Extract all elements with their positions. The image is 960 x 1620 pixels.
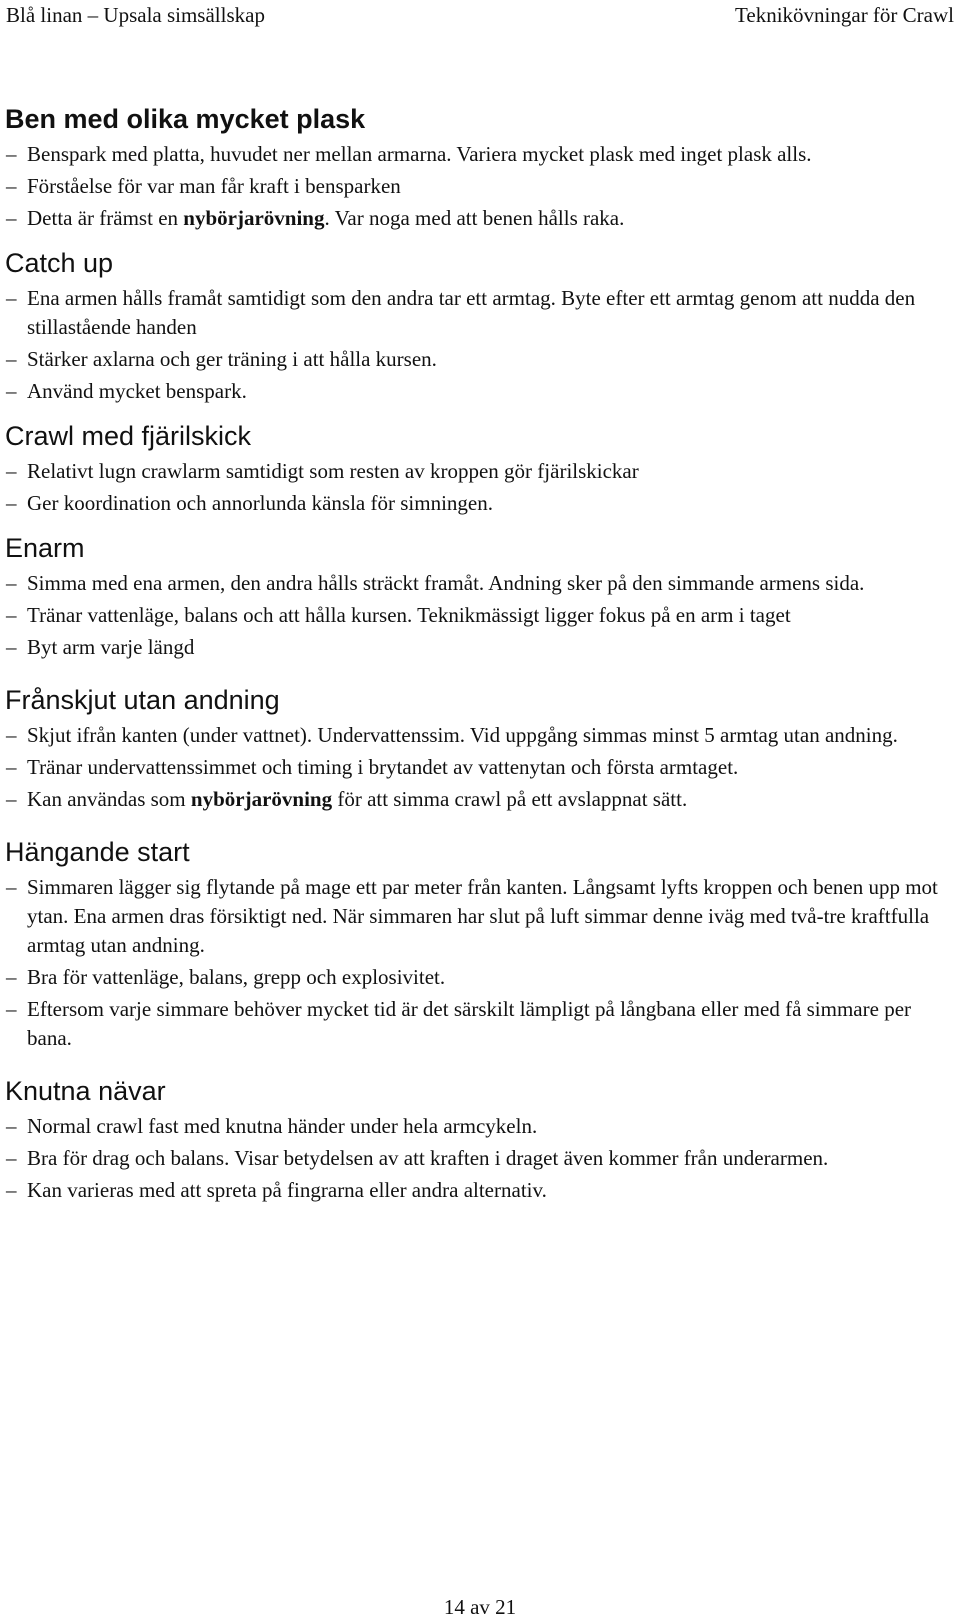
section-heading: Frånskjut utan andning	[5, 685, 280, 715]
bullet-list	[5, 721, 940, 814]
list-item	[5, 873, 940, 960]
list-item	[5, 204, 940, 233]
section-ben-med-olika-mycket-plask	[5, 104, 940, 233]
section-heading: Crawl med fjärilskick	[5, 421, 252, 451]
list-item	[5, 345, 940, 374]
list-item	[5, 601, 940, 630]
list-item	[5, 1112, 940, 1141]
item-text: Relativt lugn crawlarm samtidigt som resten av kroppen gör fjärilskickar	[27, 459, 639, 483]
running-header	[6, 2, 954, 28]
item-text: Stärker axlarna och ger träning i att hålla kursen.	[27, 347, 437, 371]
item-text: Använd mycket benspark.	[27, 379, 247, 403]
item-text: Simmaren lägger sig flytande på mage ett par meter från kanten. Långsamt lyfts kroppen och benen upp mot ytan. Ena armen dras försiktigt ned. När simmaren har slut på luft simmar denne iväg med två-tre kraftfulla armtag utan andning.	[27, 875, 938, 957]
item-text: Benspark med platta, huvudet ner mellan armarna. Variera mycket plask med inget plask alls.	[27, 142, 812, 166]
section-heading: Catch up	[5, 248, 114, 278]
item-text: Normal crawl fast med knutna händer under hela armcykeln.	[27, 1114, 538, 1138]
bullet-list	[5, 1112, 940, 1205]
bullet-list	[5, 140, 940, 233]
list-item	[5, 995, 940, 1053]
page-number: 14 av 21	[443, 1595, 517, 1619]
section-enarm	[5, 533, 940, 662]
section-heading: Enarm	[5, 533, 85, 563]
item-text: . Var noga med att benen hålls raka.	[324, 206, 625, 230]
header-right: Teknikövningar för Crawl	[735, 3, 954, 27]
item-text: Förståelse för var man får kraft i bensparken	[27, 174, 401, 198]
section-hangande-start	[5, 837, 940, 1053]
section-heading: Hängande start	[5, 837, 190, 867]
item-text: Bra för drag och balans. Visar betydelsen av att kraften i draget även kommer från underarmen.	[27, 1146, 829, 1170]
list-item	[5, 753, 940, 782]
list-item	[5, 633, 940, 662]
item-emphasis: nybörjarövning	[190, 787, 333, 811]
section-franskjut-utan-andning	[5, 685, 940, 814]
bullet-list	[5, 457, 940, 518]
list-item	[5, 457, 940, 486]
item-text: Eftersom varje simmare behöver mycket tid är det särskilt lämpligt på långbana eller med få simmare per bana.	[27, 997, 912, 1050]
list-item	[5, 721, 940, 750]
header-title: Blå linan	[6, 3, 83, 27]
list-item	[5, 1176, 940, 1205]
item-text: Ger koordination och annorlunda känsla för simningen.	[27, 491, 493, 515]
list-item	[5, 1144, 940, 1173]
list-item	[5, 569, 940, 598]
list-item	[5, 140, 940, 169]
item-text: Kan användas som	[27, 787, 191, 811]
section-heading: Knutna nävar	[5, 1076, 166, 1106]
section-heading: Ben med olika mycket plask	[5, 104, 366, 134]
item-text: Ena armen hålls framåt samtidigt som den andra tar ett armtag. Byte efter ett armtag genom att nudda den stillastående handen	[27, 286, 916, 339]
section-knutna-navar	[5, 1076, 940, 1205]
bullet-list	[5, 873, 940, 1053]
list-item	[5, 172, 940, 201]
list-item	[5, 284, 940, 342]
section-crawl-med-fjarilskick	[5, 421, 940, 518]
item-emphasis: nybörjarövning	[183, 206, 325, 230]
header-left	[6, 2, 265, 28]
item-text: Byt arm varje längd	[27, 635, 195, 659]
bullet-list	[5, 569, 940, 662]
item-text: Skjut ifrån kanten (under vattnet). Undervattenssim. Vid uppgång simmas minst 5 armtag utan andning.	[27, 723, 898, 747]
item-text: Bra för vattenläge, balans, grepp och explosivitet.	[27, 965, 446, 989]
bullet-list	[5, 284, 940, 406]
header-separator: –	[87, 3, 99, 27]
header-organization: Upsala simsällskap	[103, 3, 265, 27]
item-text: Tränar undervattenssimmet och timing i brytandet av vattenytan och första armtaget.	[27, 755, 739, 779]
section-catch-up	[5, 248, 940, 406]
list-item	[5, 489, 940, 518]
item-text: Kan varieras med att spreta på fingrarna eller andra alternativ.	[27, 1178, 547, 1202]
list-item	[5, 785, 940, 814]
list-item	[5, 963, 940, 992]
item-text: Tränar vattenläge, balans och att hålla kursen. Teknikmässigt ligger fokus på en arm i taget	[27, 603, 791, 627]
item-text: för att simma crawl på ett avslappnat sätt.	[332, 787, 688, 811]
item-text: Detta är främst en	[27, 206, 184, 230]
list-item	[5, 377, 940, 406]
item-text: Simma med ena armen, den andra hålls sträckt framåt. Andning sker på den simmande armens sida.	[27, 571, 865, 595]
document-body	[5, 104, 940, 1208]
